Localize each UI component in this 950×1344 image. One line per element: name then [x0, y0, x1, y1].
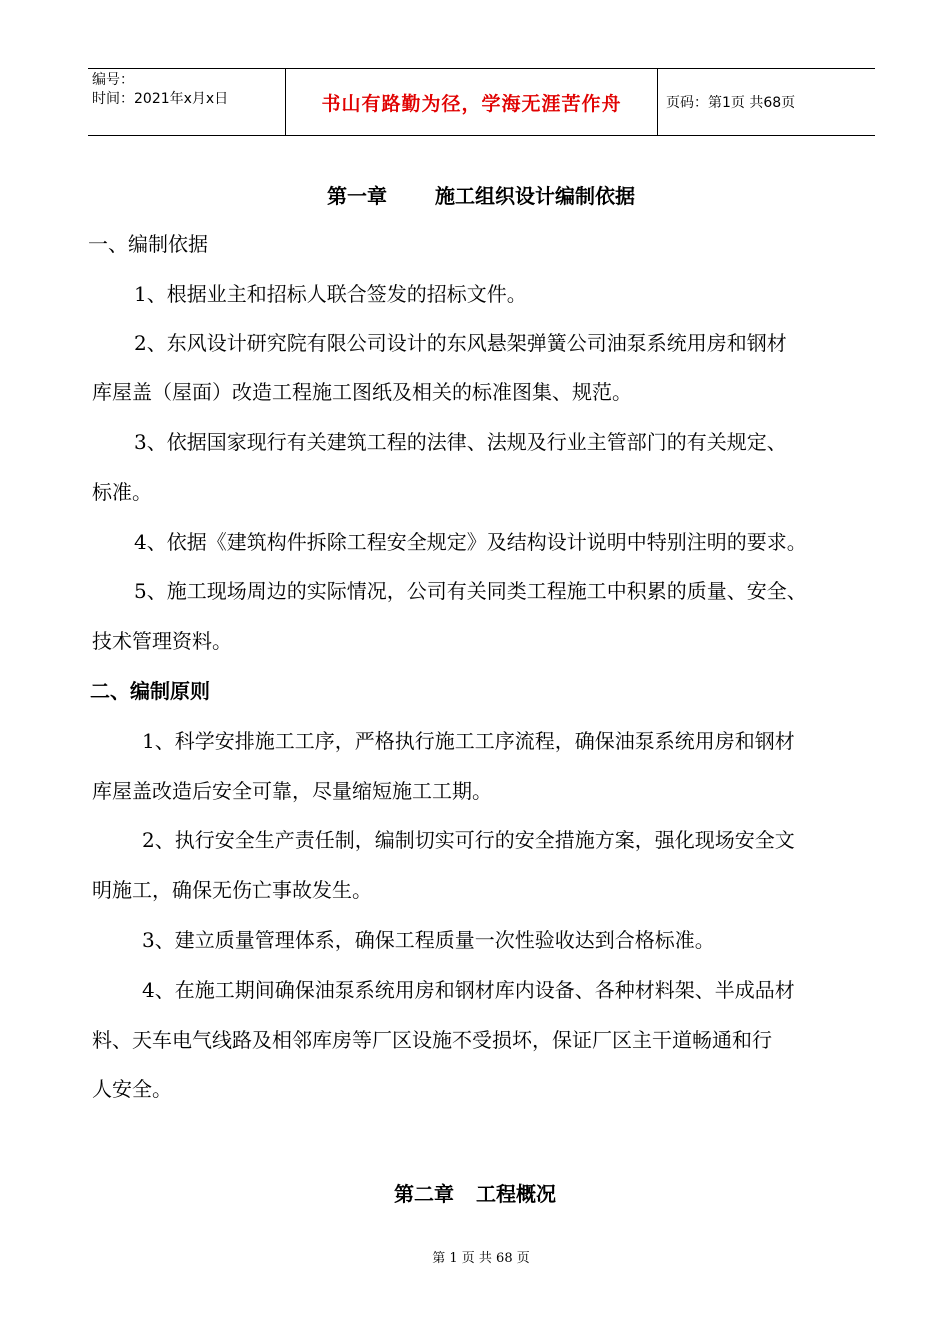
- paragraph-line: 料、天车电气线路及相邻库房等厂区设施不受损坏，保证厂区主干道畅通和行: [92, 1028, 772, 1052]
- paragraph-line: 3、建立质量管理体系，确保工程质量一次性验收达到合格标准。: [142, 928, 715, 952]
- chapter-1-name: 施工组织设计编制依据: [435, 184, 635, 208]
- header-page-info: 页码：第1页 共68页: [666, 95, 796, 111]
- header-motto: 书山有路勤为径，学海无涯苦作舟: [286, 69, 658, 135]
- chapter-2-name: 工程概况: [476, 1182, 556, 1206]
- chapter-1-number: 第一章: [327, 184, 387, 208]
- chapter-2-title: [0, 1178, 950, 1207]
- paragraph-line: 3、依据国家现行有关建筑工程的法律、法规及行业主管部门的有关规定、: [134, 430, 787, 454]
- paragraph-line: 库屋盖（屋面）改造工程施工图纸及相关的标准图集、规范。: [92, 380, 632, 404]
- paragraph-line: 标准。: [92, 480, 152, 504]
- paragraph-line: 2、执行安全生产责任制，编制切实可行的安全措施方案，强化现场安全文: [142, 828, 795, 852]
- paragraph-line: 技术管理资料。: [92, 629, 232, 653]
- document-header: [88, 68, 875, 136]
- header-meta: [88, 69, 286, 135]
- paragraph-line: 5、施工现场周边的实际情况，公司有关同类工程施工中积累的质量、安全、: [134, 579, 807, 603]
- paragraph-line: 1、根据业主和招标人联合签发的招标文件。: [134, 282, 527, 306]
- page-footer: 第 1 页 共 68 页: [432, 1251, 530, 1266]
- paragraph-line: 4、在施工期间确保油泵系统用房和钢材库内设备、各种材料架、半成品材: [142, 978, 795, 1002]
- paragraph-line: 4、依据《建筑构件拆除工程安全规定》及结构设计说明中特别注明的要求。: [134, 530, 807, 554]
- paragraph-line: 库屋盖改造后安全可靠，尽量缩短施工工期。: [92, 779, 492, 803]
- paragraph-line: 明施工，确保无伤亡事故发生。: [92, 878, 372, 902]
- section-1-heading: 一、编制依据: [88, 232, 208, 256]
- chapter-1-title: [0, 180, 950, 209]
- paragraph-line: 2、东风设计研究院有限公司设计的东风悬架弹簧公司油泵系统用房和钢材: [134, 331, 787, 355]
- section-2-heading: 二、编制原则: [90, 679, 210, 703]
- document-time-label: 时间：2021年x月x日: [92, 91, 229, 107]
- chapter-2-number: 第二章: [394, 1182, 454, 1206]
- document-number-label: 编号：: [92, 72, 134, 88]
- paragraph-line: 1、科学安排施工工序，严格执行施工工序流程，确保油泵系统用房和钢材: [142, 729, 795, 753]
- paragraph-line: 人安全。: [92, 1077, 172, 1101]
